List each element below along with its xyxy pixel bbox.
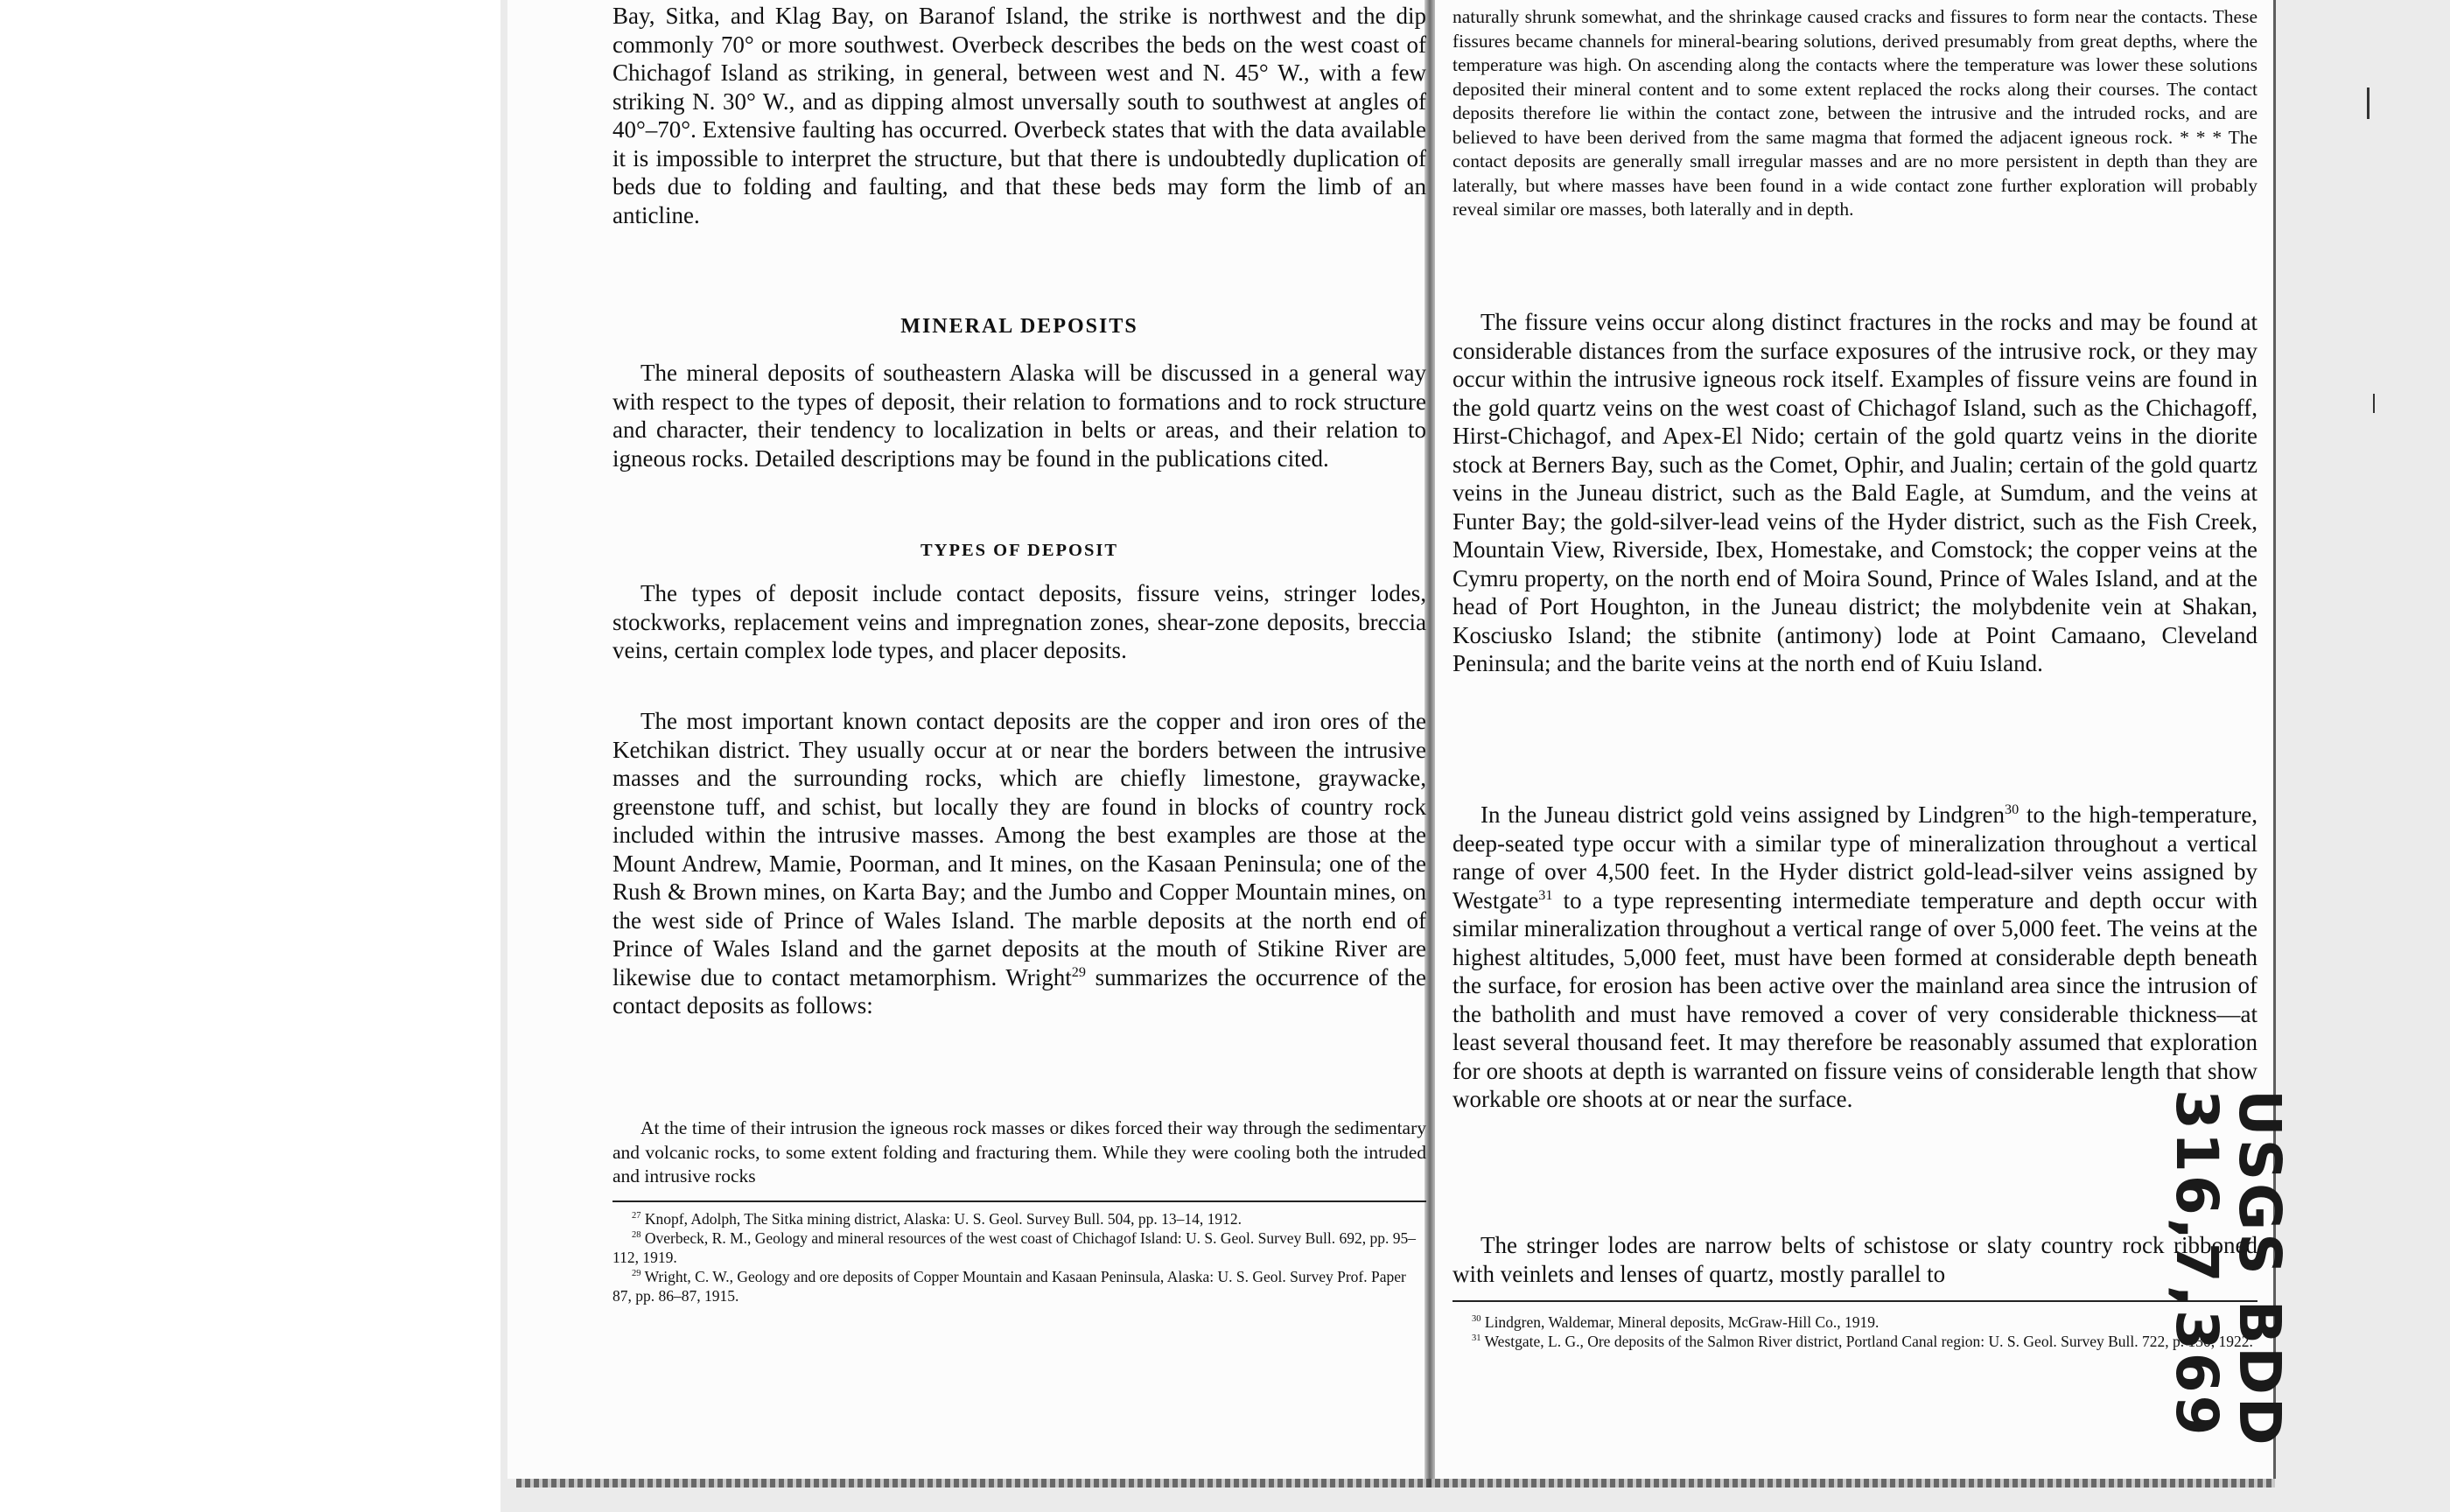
- top-paragraph-block: [612, 2, 1426, 290]
- mineral-paragraph-block: [612, 359, 1426, 472]
- mineral-paragraph: The mineral deposits of southeastern Alaska will be discussed in a general way with respect to the types of deposit, their relation to formations and to rock structure and character, their tendency to localization in belts or areas, and their relation to igneous rocks. Detailed descriptions may be found in the publications cited.: [612, 360, 1426, 472]
- types-of-deposit-heading: TYPES OF DEPOSIT: [920, 541, 1119, 560]
- handwritten-line-1: USGS BDD: [2226, 1089, 2293, 1448]
- footnote-text: Lindgren, Waldemar, Mineral deposits, McGraw-Hill Co., 1919.: [1484, 1313, 1880, 1331]
- scan-mark: [2367, 88, 2370, 119]
- page-bottom-edge: [516, 1479, 2275, 1488]
- footnote-text: Overbeck, R. M., Geology and mineral resources of the west coast of Chichagof Island: U. S. Geol. Survey Bull. 692, pp. 95–112, 1919.: [612, 1229, 1417, 1266]
- contact-paragraph-block: [612, 707, 1426, 1020]
- footnote-30: [1452, 1312, 2258, 1332]
- footnote-number: 27: [632, 1211, 641, 1222]
- footnote-28: [612, 1228, 1426, 1267]
- juneau-text-a: In the Juneau district gold veins assigned by Lindgren: [1480, 802, 2006, 828]
- fissure-paragraph-block: [1452, 308, 2258, 678]
- juneau-text-b: to the high-temperature, deep-seated type occur with a similar type of mineralization throughout a vertical range of over 4,500 feet. In the Hyder district gold-lead-silver veins assigned by Westgate: [1452, 802, 2258, 914]
- right-footnotes: [1452, 1312, 2258, 1351]
- stringer-paragraph-block: [1452, 1231, 2258, 1288]
- footnote-number: 30: [1472, 1314, 1481, 1325]
- contact-paragraph: [612, 707, 1426, 1020]
- quote-block: [612, 1116, 1426, 1189]
- mineral-deposits-heading: MINERAL DEPOSITS: [900, 315, 1138, 338]
- footnote-rule-left: [612, 1200, 1426, 1202]
- footnote-number: 28: [632, 1230, 641, 1241]
- footnote-rule-right: [1452, 1300, 2258, 1302]
- footnote-ref-29: 29: [1071, 963, 1086, 980]
- footnote-ref-31: 31: [1538, 886, 1553, 903]
- handwritten-line-2: 316,7,369: [2163, 1089, 2230, 1438]
- contact-paragraph-text: The most important known contact deposits are the copper and iron ores of the Ketchikan district. They usually occur at or near the borders between the intrusive masses and the surrounding rocks, which are chiefly limestone, graywacke, greenstone tuff, and schist, but locally they are found in blocks of country rock included within the intrusive masses. Among the best examples are those at the Mount Andrew, Mamie, Poorman, and It mines, on the Kasaan Peninsula; one of the Rush & Brown mines, on Karta Bay; and the Jumbo and Copper Mountain mines, on the west side of Prince of Wales Island. The marble deposits at the north end of Prince of Wales Island and the garnet deposits at the mouth of Stikine River are likewise due to contact metamorphism. Wright: [612, 708, 1426, 990]
- mineral-heading-block: [612, 315, 1426, 339]
- left-footnotes: [612, 1209, 1426, 1306]
- footnote-27: [612, 1209, 1426, 1228]
- types-paragraph-block: [612, 579, 1426, 665]
- footnote-31: [1452, 1332, 2258, 1351]
- footnote-ref-30: 30: [2005, 802, 2020, 817]
- footnote-text: Wright, C. W., Geology and ore deposits of Copper Mountain and Kasaan Peninsula, Alaska: U. S. Geol. Survey Prof. Paper 87, pp. 86–87, 1915.: [612, 1268, 1406, 1305]
- juneau-paragraph: [1452, 801, 2258, 1114]
- footnote-number: 29: [632, 1269, 641, 1279]
- stringer-paragraph: The stringer lodes are narrow belts of schistose or slaty country rock ribboned with veinlets and lenses of quartz, mostly parallel to: [1452, 1232, 2258, 1287]
- footnote-text: Westgate, L. G., Ore deposits of the Salmon River district, Portland Canal region: U. S. Geol. Survey Bull. 722, p. 130, 1922.: [1484, 1333, 2253, 1350]
- footnote-number: 31: [1472, 1334, 1481, 1344]
- handwritten-text: [2165, 1089, 2291, 1448]
- top-paragraph: Bay, Sitka, and Klag Bay, on Baranof Island, the strike is northwest and the dip commonly 70° or more southwest. Overbeck describes the beds on the west coast of Chichagof Island as striking, in general, between west and N. 45° W., with a few striking N. 30° W., and as dipping almost unversally south to southwest at angles of 40°–70°. Extensive faulting has occurred. Overbeck states that with the data available it is impossible to interpret the structure, but that there is undoubtedly duplication of beds due to folding and faulting, and that these beds may form the limb of an anticline.: [612, 3, 1426, 228]
- quote-paragraph: At the time of their intrusion the igneous rock masses or dikes forced their way through the sedimentary and volcanic rocks, to some extent folding and fracturing them. While they were cooling both the intruded and intrusive rocks: [612, 1117, 1426, 1186]
- footnote-text: Knopf, Adolph, The Sitka mining district, Alaska: U. S. Geol. Survey Bull. 504, pp. 13–14, 1912.: [644, 1210, 1242, 1228]
- fissure-paragraph: The fissure veins occur along distinct fractures in the rocks and may be found at considerable distances from the surface exposures of the intrusive rock, or they may occur within the intrusive igneous rock itself. Examples of fissure veins are found in the gold quartz veins on the west coast of Chichagof Island, such as the Chichagoff, Hirst-Chichagof, and Apex-El Nido; certain of the gold quartz veins in the diorite stock at Berners Bay, such as the Comet, Ophir, and Jualin; certain of the gold quartz veins in the Juneau district, such as the Bald Eagle, at Sumdum, and the veins at Funter Bay; the gold-silver-lead veins of the Hyder district, such as the Fish Creek, Mountain View, Riverside, Ibex, Homestake, and Comstock; the copper veins at the Cymru property, on the north end of Moira Sound, Prince of Wales Island, and at the head of Port Houghton, in the Juneau district; the molybdenite vein at Shakan, Kosciusko Island; the stibnite (antimony) lode at Point Camaano, Cleveland Peninsula; and the barite veins at the north end of Kuiu Island.: [1452, 309, 2258, 676]
- juneau-paragraph-block: [1452, 801, 2258, 1114]
- quote-continued-block: [1452, 5, 2258, 222]
- handwritten-annotation: [2163, 1089, 2293, 1448]
- contact-paragraph-tail: summarizes the occurrence of the contact deposits as follows:: [612, 963, 1426, 1018]
- juneau-text-c: to a type representing intermediate temperature and depth occur with similar mineralization throughout a vertical range of over 5,000 feet. The veins at the highest altitudes, 5,000 feet, must have been formed at considerable depth beneath the surface, for erosion has been active over the mainland area since the intrusion of the batholith and must have removed a cover of very considerable thickness—at least several thousand feet. It may therefore be reasonably assumed that exploration for ore shoots at depth is warranted on fissure veins of considerable length that show workable ore shoots at or near the surface.: [1452, 886, 2258, 1112]
- scan-mark: [2373, 394, 2375, 413]
- types-paragraph: The types of deposit include contact deposits, fissure veins, stringer lodes, stockworks, replacement veins and impregnation zones, shear-zone deposits, breccia veins, certain complex lode types, and placer deposits.: [612, 580, 1426, 663]
- types-heading-block: [612, 541, 1426, 561]
- quote-continued: naturally shrunk somewhat, and the shrinkage caused cracks and fissures to form near the contacts. These fissures became channels for mineral-bearing solutions, derived presumably from great depths, where the temperature was high. On ascending along the contacts where the temperature was lower these solutions deposited their mineral content and to some extent replaced the rocks along their courses. The contact deposits therefore lie within the contact zone, between the intrusive and the intruded rocks, and are believed to have been derived from the same magma that formed the adjacent igneous rock. * * * The contact deposits are generally small irregular masses and are no more persistent in depth than they are laterally, but where masses have been found in a wide contact zone further exploration will probably reveal similar ore masses, both laterally and in depth.: [1452, 6, 2258, 220]
- footnote-29: [612, 1267, 1426, 1306]
